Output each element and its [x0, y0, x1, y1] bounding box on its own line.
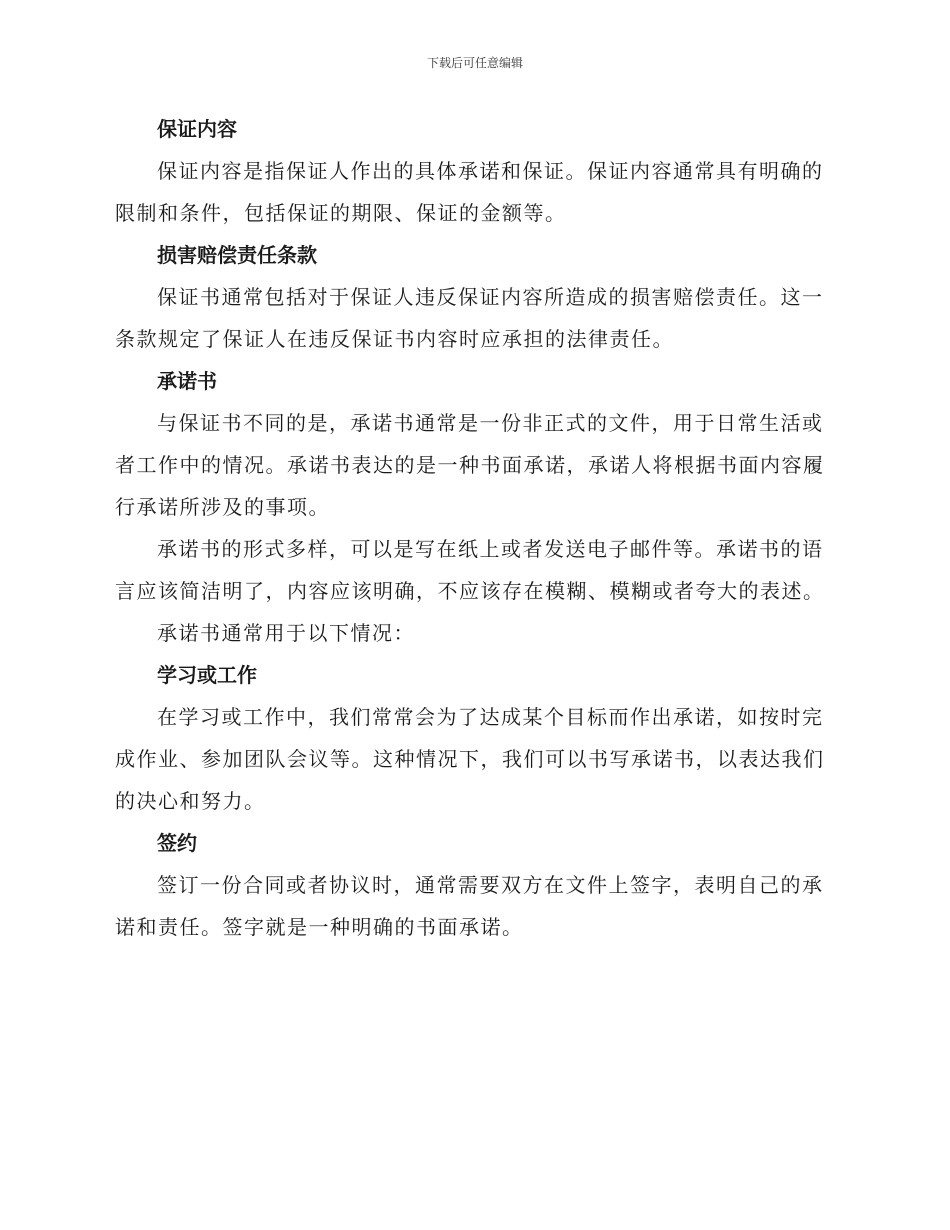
paragraph: 签订一份合同或者协议时，通常需要双方在文件上签字，表明自己的承诺和责任。签字就是一种明确的书面承诺。	[115, 873, 824, 939]
section-heading: 学习或工作	[157, 663, 257, 687]
paragraph: 保证书通常包括对于保证人违反保证内容所造成的损害赔偿责任。这一条款规定了保证人在违反保证书内容时应承担的法律责任。	[115, 285, 824, 351]
section-heading: 签约	[157, 831, 197, 855]
paragraph: 与保证书不同的是，承诺书通常是一份非正式的文件，用于日常生活或者工作中的情况。承诺书表达的是一种书面承诺，承诺人将根据书面内容履行承诺所涉及的事项。	[115, 411, 825, 519]
section-heading: 保证内容	[157, 117, 237, 141]
paragraph: 保证内容是指保证人作出的具体承诺和保证。保证内容通常具有明确的限制和条件，包括保证的期限、保证的金额等。	[115, 159, 824, 225]
section-heading: 承诺书	[157, 369, 217, 393]
section-heading: 损害赔偿责任条款	[157, 243, 317, 267]
header-note: 下载后可任意编辑	[426, 56, 523, 70]
document-body	[115, 108, 835, 948]
paragraph: 在学习或工作中，我们常常会为了达成某个目标而作出承诺，如按时完成作业、参加团队会议等。这种情况下，我们可以书写承诺书，以表达我们的决心和努力。	[115, 705, 825, 813]
paragraph: 承诺书的形式多样，可以是写在纸上或者发送电子邮件等。承诺书的语言应该简洁明了，内容应该明确，不应该存在模糊、模糊或者夸大的表述。	[115, 537, 825, 603]
paragraph: 承诺书通常用于以下情况：	[157, 621, 415, 645]
